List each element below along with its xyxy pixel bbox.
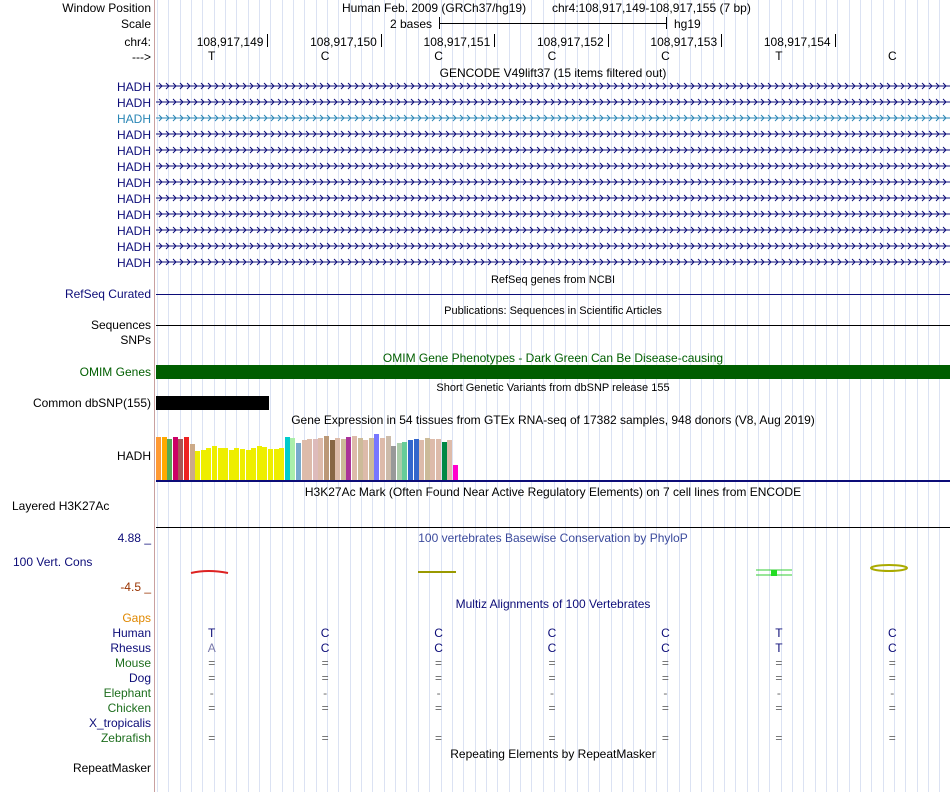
alignment-base: = <box>321 731 329 745</box>
repeatmasker-track-label[interactable]: RepeatMasker <box>72 761 151 775</box>
species-label[interactable]: Elephant <box>103 686 151 700</box>
publications-track-title: Publications: Sequences in Scientific Articles <box>444 305 662 317</box>
multiz-track-title: Multiz Alignments of 100 Vertebrates <box>455 597 651 611</box>
gene-feature[interactable] <box>156 178 950 186</box>
refseq-track-title: RefSeq genes from NCBI <box>490 274 616 286</box>
scale-bar <box>439 23 666 24</box>
dbsnp-feature[interactable] <box>156 396 269 410</box>
alignment-base: = <box>888 731 896 745</box>
gtex-tissue-bar[interactable] <box>346 437 351 480</box>
gtex-tissue-bar[interactable] <box>285 437 290 480</box>
base-letter: T <box>208 49 216 63</box>
gtex-baseline <box>156 480 950 482</box>
ruler-tick <box>494 34 495 47</box>
gtex-tissue-bar[interactable] <box>453 465 458 480</box>
species-label[interactable]: X_tropicalis <box>88 716 151 730</box>
gtex-tissue-bar[interactable] <box>307 439 312 480</box>
gene-feature[interactable] <box>156 242 950 250</box>
alignment-base: = <box>548 701 556 715</box>
refseq-track-label[interactable]: RefSeq Curated <box>64 287 151 301</box>
gtex-tissue-bar[interactable] <box>206 448 211 480</box>
alignment-base: = <box>548 656 556 670</box>
gtex-tissue-bar[interactable] <box>279 448 284 480</box>
gencode-track-label[interactable]: HADH <box>116 256 151 270</box>
omim-feature[interactable] <box>156 365 950 379</box>
scale-bar-right-tick <box>666 17 667 29</box>
species-label[interactable]: Rhesus <box>110 641 151 655</box>
base-letter: C <box>887 49 897 63</box>
alignment-base: = <box>661 656 669 670</box>
gtex-tissue-bar[interactable] <box>436 439 441 480</box>
species-label[interactable]: Human <box>112 626 151 640</box>
gencode-track-title: GENCODE V49lift37 (15 items filtered out) <box>439 66 667 80</box>
gtex-tissue-bar[interactable] <box>262 447 267 480</box>
gene-feature[interactable] <box>156 130 950 138</box>
alignment-base: = <box>208 656 216 670</box>
h3k27ac-track-title: H3K27Ac Mark (Often Found Near Active Regulatory Elements) on 7 cell lines from ENCODE <box>304 485 802 499</box>
refseq-line[interactable] <box>156 294 950 295</box>
species-label[interactable]: Zebrafish <box>100 731 151 745</box>
alignment-base: - <box>436 686 441 700</box>
gtex-tissue-bar[interactable] <box>156 437 161 480</box>
gene-feature[interactable] <box>156 146 950 154</box>
gtex-tissue-bar[interactable] <box>397 443 402 480</box>
gtex-tissue-bar[interactable] <box>402 442 407 480</box>
alignment-base: = <box>548 671 556 685</box>
gtex-tissue-bar[interactable] <box>212 446 217 480</box>
base-letter: C <box>320 49 330 63</box>
gtex-tissue-bar[interactable] <box>178 439 183 480</box>
gtex-tissue-bar[interactable] <box>330 440 335 480</box>
assembly-title: Human Feb. 2009 (GRCh37/hg19) <box>342 1 527 15</box>
ruler-position: 108,917,152 <box>536 35 604 49</box>
phylop-min-label: -4.5 _ <box>120 580 151 594</box>
ruler-position: 108,917,150 <box>310 35 377 49</box>
alignment-base: C <box>547 626 557 640</box>
gtex-tissue-bar[interactable] <box>442 442 447 480</box>
gencode-track-label[interactable]: HADH <box>116 160 151 174</box>
phylop-max-label: 4.88 _ <box>117 531 151 545</box>
gtex-tissue-bar[interactable] <box>341 439 346 480</box>
alignment-base: = <box>435 731 443 745</box>
h3k27ac-track-label[interactable]: Layered H3K27Ac <box>12 499 110 513</box>
phylop-mark <box>191 571 228 573</box>
alignment-base: = <box>548 731 556 745</box>
sequences-track-label[interactable]: Sequences <box>90 318 151 332</box>
ruler-tick <box>267 34 268 47</box>
ruler-tick <box>608 34 609 47</box>
alignment-base: = <box>435 701 443 715</box>
gtex-tissue-bar[interactable] <box>167 439 172 480</box>
h3k27ac-baseline <box>156 527 950 528</box>
gencode-track-label[interactable]: HADH <box>116 208 151 222</box>
species-label[interactable]: Dog <box>128 671 151 685</box>
gtex-tissue-bar[interactable] <box>358 438 363 480</box>
gencode-track-label[interactable]: HADH <box>116 96 151 110</box>
phylop-track-title: 100 vertebrates Basewise Conservation by PhyloP <box>418 531 688 545</box>
ruler-tick <box>721 34 722 47</box>
alignment-base: C <box>887 641 897 655</box>
base-letter: C <box>661 49 670 63</box>
gtex-tissue-bar[interactable] <box>274 449 279 480</box>
alignment-base: - <box>890 686 895 700</box>
track-labels-panel <box>0 0 155 792</box>
gtex-tissue-bar[interactable] <box>195 451 200 480</box>
strand-label: ---> <box>132 50 151 64</box>
gencode-track-label[interactable]: HADH <box>116 224 151 238</box>
ruler-position: 108,917,154 <box>763 35 831 49</box>
gtex-tissue-bar[interactable] <box>251 448 256 480</box>
gtex-tissue-bar[interactable] <box>229 450 234 480</box>
alignment-base: = <box>888 656 896 670</box>
gene-feature[interactable] <box>156 226 950 234</box>
gtex-tissue-bar[interactable] <box>391 446 396 480</box>
alignment-base: - <box>550 686 554 700</box>
phylop-track-label[interactable]: 100 Vert. Cons <box>13 555 93 569</box>
gtex-tissue-bar[interactable] <box>313 439 318 480</box>
phylop-mark <box>771 570 777 576</box>
gencode-track-label[interactable]: HADH <box>116 192 151 206</box>
gene-feature[interactable] <box>156 162 950 170</box>
alignment-base: - <box>323 686 328 700</box>
alignment-base: C <box>320 626 330 640</box>
gtex-tissue-bar[interactable] <box>363 440 368 480</box>
gtex-tissue-bar[interactable] <box>352 436 357 480</box>
sequences-line[interactable] <box>156 325 950 326</box>
gencode-track-label[interactable]: HADH <box>116 112 151 126</box>
scale-bar-left-tick <box>439 17 440 29</box>
gtex-tissue-bar[interactable] <box>414 439 419 480</box>
gtex-tissue-bar[interactable] <box>430 439 435 480</box>
gtex-tissue-bar[interactable] <box>223 448 228 480</box>
gtex-tissue-bar[interactable] <box>268 449 273 480</box>
gtex-tissue-bar[interactable] <box>324 436 329 480</box>
gencode-track-label[interactable]: HADH <box>116 144 151 158</box>
alignment-base: = <box>208 671 216 685</box>
alignment-base: = <box>775 731 783 745</box>
alignment-base: C <box>661 626 670 640</box>
gtex-tissue-bar[interactable] <box>246 450 251 480</box>
gene-feature[interactable] <box>156 82 950 90</box>
gencode-track-label[interactable]: HADH <box>116 240 151 254</box>
ruler-position: 108,917,149 <box>196 35 264 49</box>
alignment-base: T <box>775 641 783 655</box>
alignment-base: A <box>207 641 216 655</box>
gencode-track-label[interactable]: HADH <box>116 176 151 190</box>
gtex-tissue-bar[interactable] <box>380 438 385 480</box>
ruler-tick <box>381 34 382 47</box>
snps-track-label[interactable]: SNPs <box>120 333 151 347</box>
alignment-base: = <box>661 731 669 745</box>
alignment-base: T <box>775 626 783 640</box>
ruler-tick <box>835 34 836 47</box>
alignment-base: = <box>661 701 669 715</box>
species-label[interactable]: Mouse <box>114 656 151 670</box>
omim-track-label[interactable]: OMIM Genes <box>79 365 151 379</box>
gtex-tissue-bar[interactable] <box>184 437 189 480</box>
ruler-position: 108,917,153 <box>650 35 718 49</box>
scale-text: 2 bases <box>390 17 433 31</box>
alignment-base: = <box>888 701 896 715</box>
scale-assembly: hg19 <box>674 17 701 31</box>
alignment-base: = <box>775 701 783 715</box>
alignment-base: = <box>661 671 669 685</box>
alignment-base: - <box>209 686 214 700</box>
alignment-base: = <box>435 671 443 685</box>
scale-label: Scale <box>120 17 151 31</box>
gene-feature[interactable] <box>156 258 950 266</box>
alignment-base: = <box>208 731 216 745</box>
gtex-tissue-bar[interactable] <box>290 438 295 480</box>
ruler-position: 108,917,151 <box>423 35 491 49</box>
gtex-tissue-bar[interactable] <box>447 440 452 480</box>
alignment-base: C <box>320 641 330 655</box>
gtex-tissue-bar[interactable] <box>257 446 262 480</box>
dbsnp-track-label[interactable]: Common dbSNP(155) <box>32 396 151 410</box>
base-letter: C <box>434 49 443 63</box>
species-label[interactable]: Chicken <box>107 701 151 715</box>
window-position-label: Window Position <box>62 1 151 15</box>
gtex-tissue-bar[interactable] <box>408 440 413 480</box>
gtex-tissue-bar[interactable] <box>425 438 430 480</box>
gene-feature[interactable] <box>156 114 950 122</box>
gtex-tissue-bar[interactable] <box>302 440 307 480</box>
gtex-tissue-bar[interactable] <box>419 440 424 480</box>
gtex-tissue-bar[interactable] <box>190 444 195 480</box>
alignment-base: = <box>775 671 783 685</box>
gtex-track-title: Gene Expression in 54 tissues from GTEx RNA-seq of 17382 samples, 948 donors (V8, Aug 2019) <box>291 413 815 427</box>
base-letter: C <box>547 49 557 63</box>
alignment-base: T <box>208 626 216 640</box>
phylop-mark <box>871 565 907 571</box>
base-letter: T <box>775 49 783 63</box>
gtex-tissue-bar[interactable] <box>318 438 323 480</box>
dbsnp-track-title: Short Genetic Variants from dbSNP release 155 <box>436 382 670 394</box>
alignment-base: C <box>661 641 670 655</box>
position-text: chr4:108,917,149-108,917,155 (7 bp) <box>552 1 751 15</box>
gtex-tissue-bar[interactable] <box>374 434 379 480</box>
gtex-tissue-bar[interactable] <box>386 436 391 480</box>
omim-track-title: OMIM Gene Phenotypes - Dark Green Can Be Disease-causing <box>382 351 724 365</box>
gtex-tissue-bar[interactable] <box>173 437 178 480</box>
track-data-panel[interactable] <box>156 0 950 792</box>
chrom-label: chr4: <box>124 35 151 49</box>
alignment-base: = <box>208 701 216 715</box>
phylop-wiggle[interactable] <box>156 563 950 583</box>
gencode-track-label[interactable]: HADH <box>116 80 151 94</box>
alignment-base: = <box>775 656 783 670</box>
alignment-base: C <box>547 641 557 655</box>
alignment-base: = <box>321 671 329 685</box>
gene-feature[interactable] <box>156 210 950 218</box>
gencode-track-label[interactable]: HADH <box>116 128 151 142</box>
alignment-base: - <box>663 686 668 700</box>
alignment-base: C <box>434 626 443 640</box>
gtex-tissue-bar[interactable] <box>234 448 239 480</box>
gtex-tissue-bar[interactable] <box>201 450 206 480</box>
alignment-base: = <box>321 656 329 670</box>
gtex-tissue-bar[interactable] <box>218 448 223 480</box>
gtex-tissue-bar[interactable] <box>162 437 167 480</box>
alignment-base: = <box>435 656 443 670</box>
alignment-base: C <box>434 641 443 655</box>
gtex-tissue-bar[interactable] <box>369 438 374 480</box>
gaps-label: Gaps <box>122 611 151 625</box>
alignment-base: = <box>888 671 896 685</box>
repeatmasker-track-title: Repeating Elements by RepeatMasker <box>450 747 656 761</box>
gtex-tissue-bar[interactable] <box>335 438 340 480</box>
gtex-track-label[interactable]: HADH <box>116 449 151 463</box>
alignment-base: = <box>321 701 329 715</box>
gene-feature[interactable] <box>156 98 950 106</box>
alignment-base: - <box>776 686 781 700</box>
alignment-base: C <box>887 626 897 640</box>
gene-feature[interactable] <box>156 194 950 202</box>
gtex-tissue-bar[interactable] <box>296 443 301 480</box>
gtex-tissue-bar[interactable] <box>240 449 245 480</box>
